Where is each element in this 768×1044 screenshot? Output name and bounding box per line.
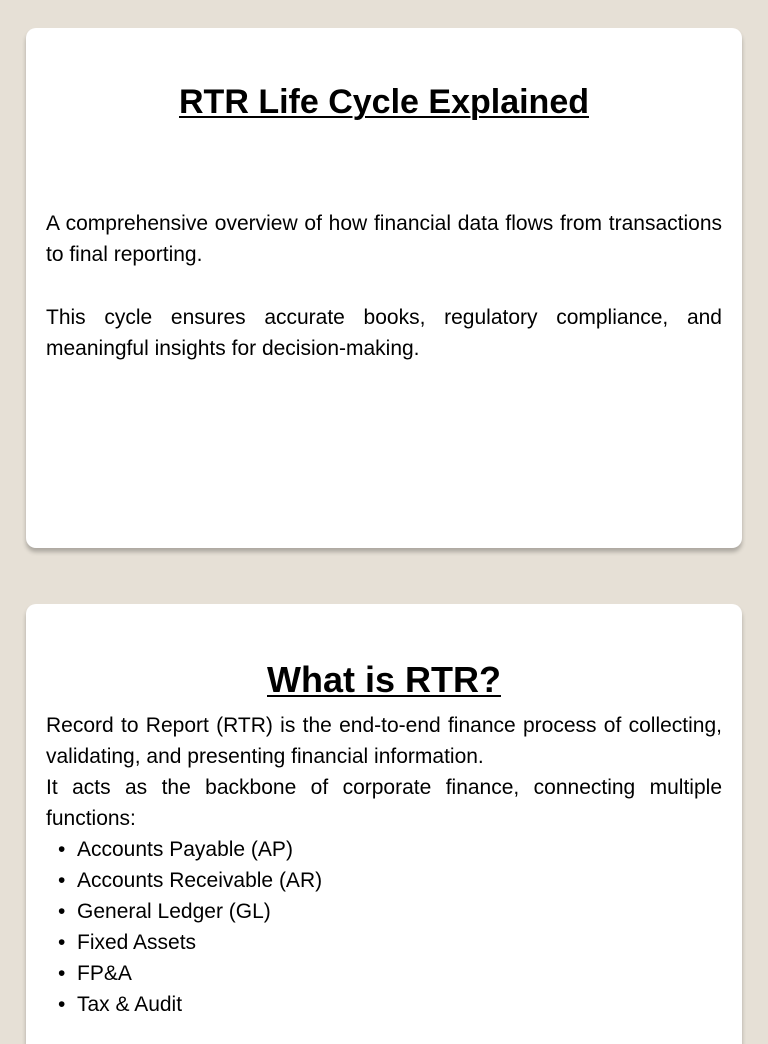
list-item: • General Ledger (GL): [58, 896, 722, 927]
list-item: • FP&A: [58, 958, 722, 989]
slide-what-is-rtr: [26, 604, 742, 1044]
slide-title: RTR Life Cycle Explained: [179, 83, 589, 121]
functions-list: [46, 834, 722, 1020]
list-item: • Tax & Audit: [58, 989, 722, 1020]
slide-rtr-life-cycle: [26, 28, 742, 548]
list-item: • Fixed Assets: [58, 927, 722, 958]
list-item: • Accounts Receivable (AR): [58, 865, 722, 896]
slide-paragraph: This cycle ensures accurate books, regulatory compliance, and meaningful insights for decision-making.: [46, 306, 722, 360]
slide-title: What is RTR?: [267, 659, 501, 700]
slide-paragraph: Record to Report (RTR) is the end-to-end finance process of collecting, validating, and presenting financial information.: [46, 714, 722, 768]
slide-paragraph: It acts as the backbone of corporate finance, connecting multiple functions:: [46, 776, 722, 830]
list-item: • Accounts Payable (AP): [58, 834, 722, 865]
slide-content: [46, 710, 722, 1020]
slide-paragraph: A comprehensive overview of how financial data flows from transactions to final reporting.: [46, 212, 722, 266]
